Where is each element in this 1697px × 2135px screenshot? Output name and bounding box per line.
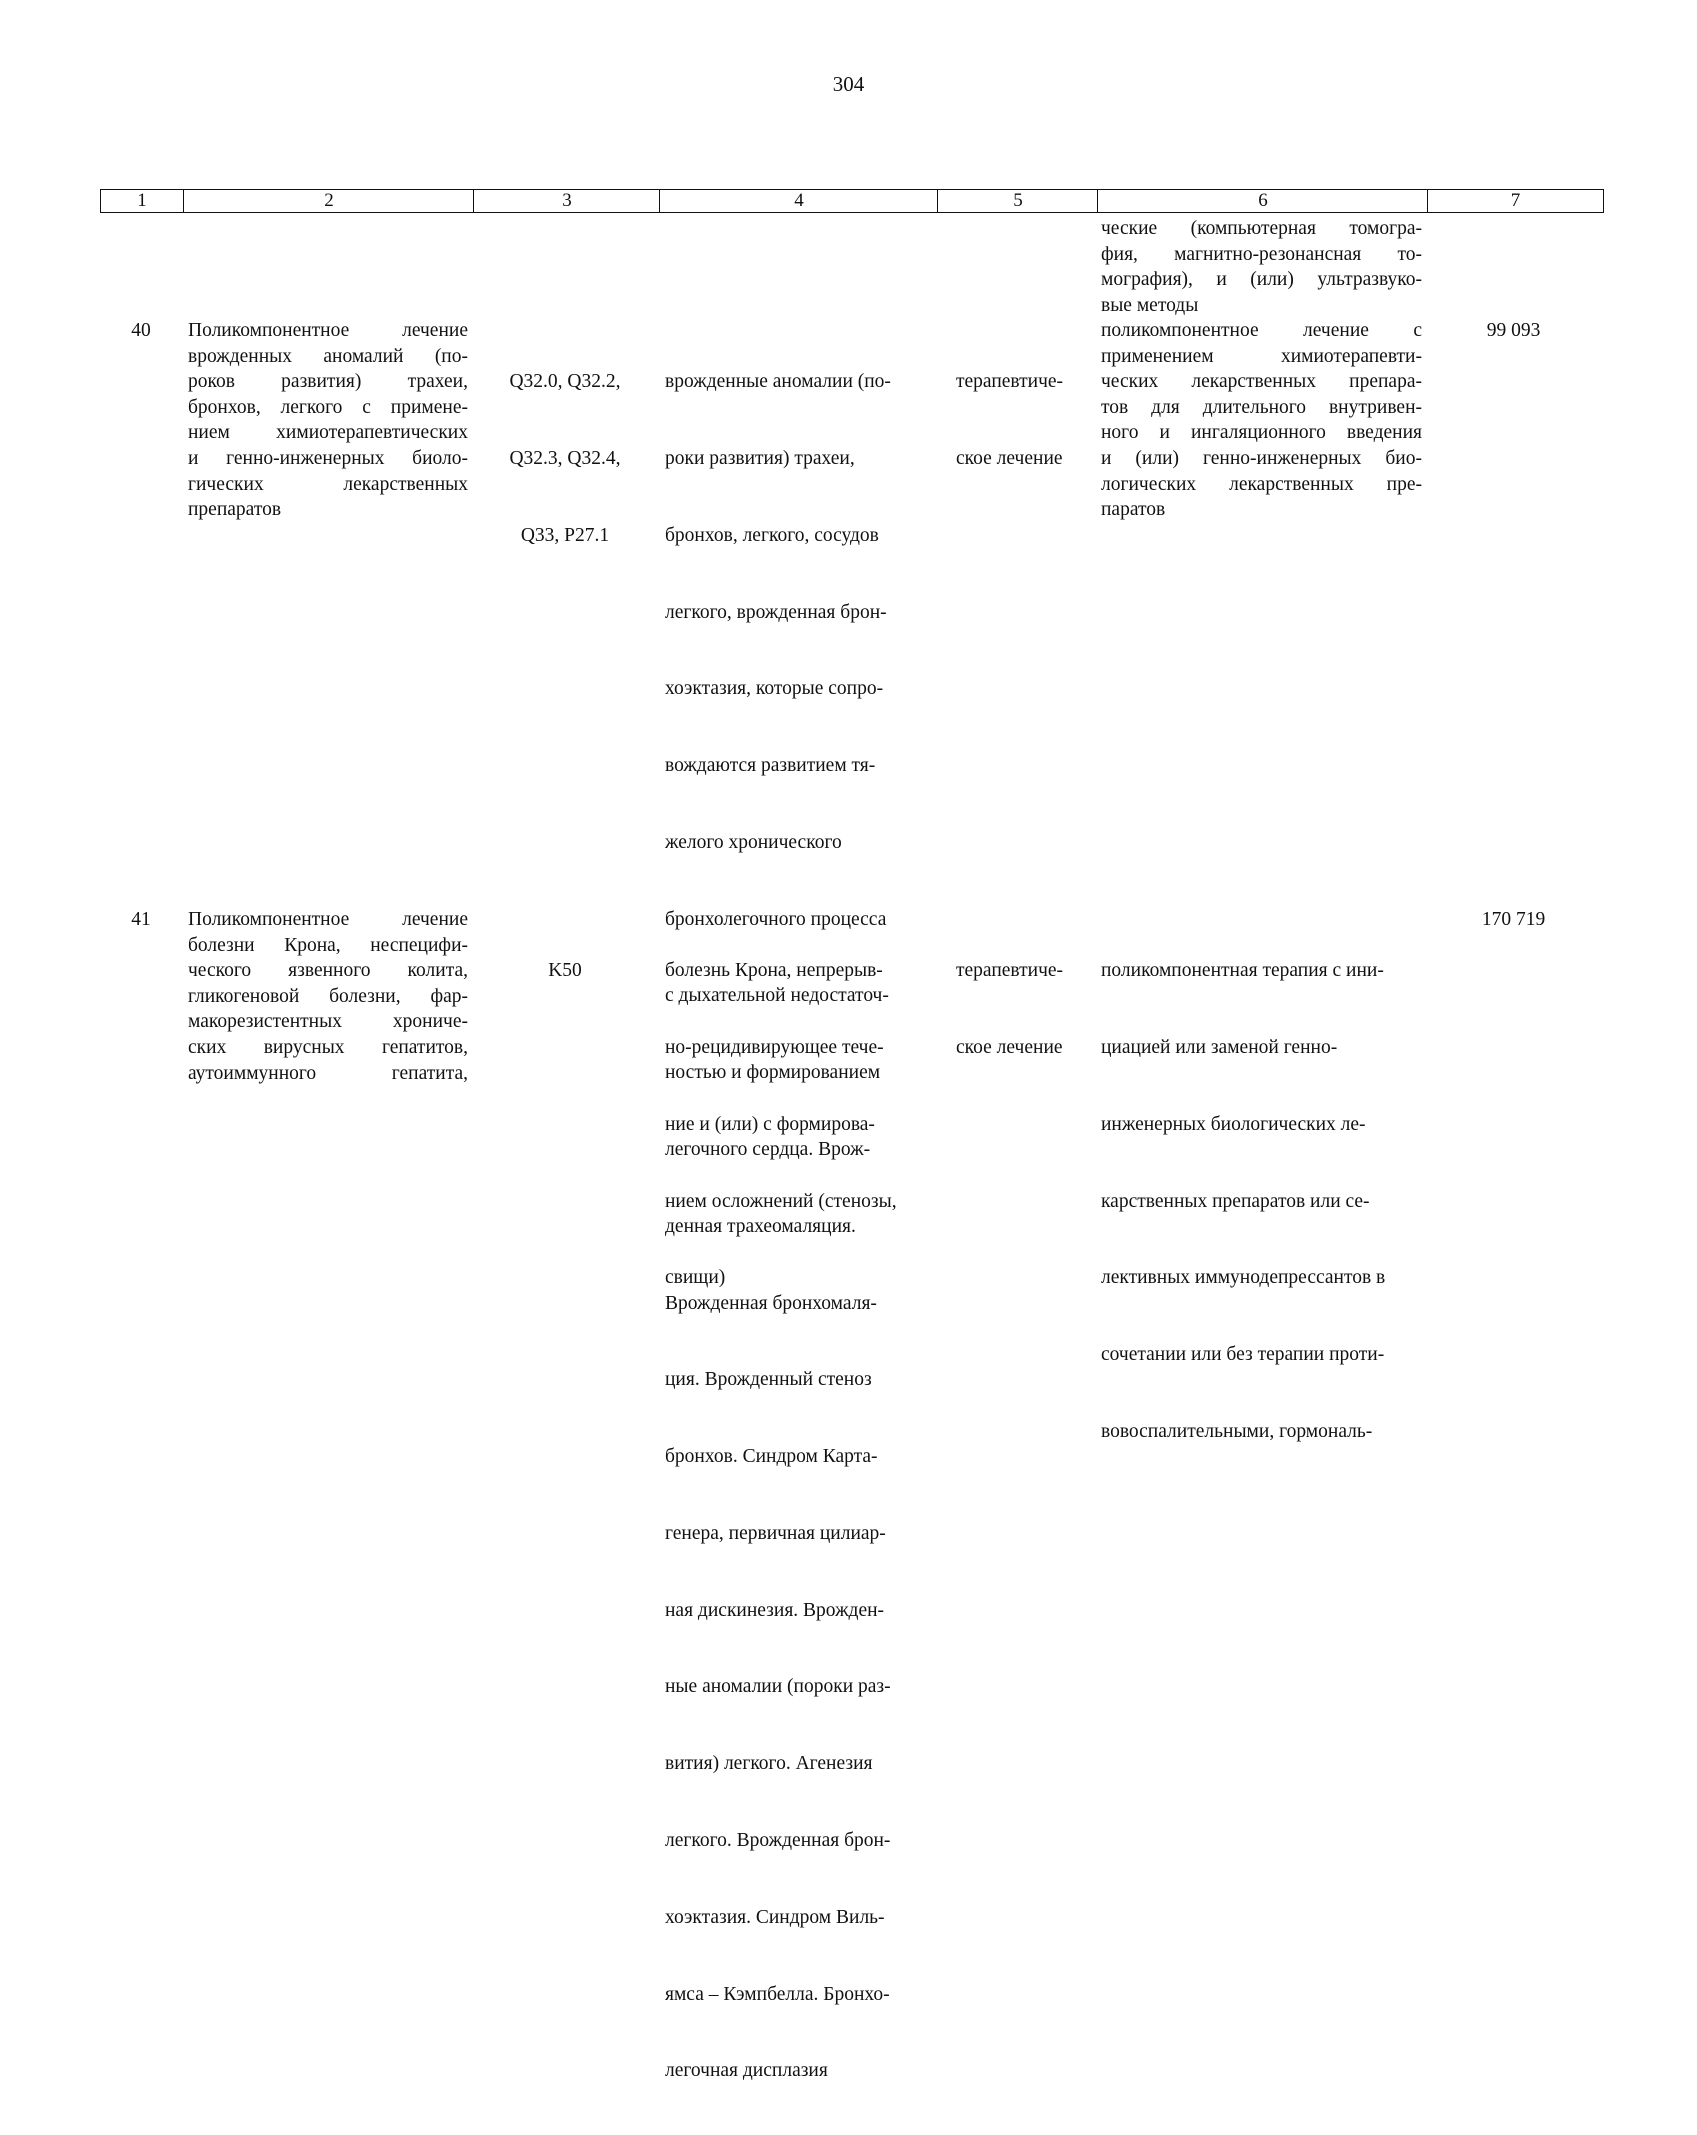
row-codes (472, 907, 658, 1035)
row-treatment-line: ское лечение (956, 447, 1063, 469)
continuation-method-line: вые методы (1101, 294, 1199, 316)
row-model-line: ция. Врожденный стеноз (665, 1369, 872, 1391)
row-cost: 99 093 (1486, 320, 1541, 341)
row-model-line: бронхов. Синдром Карта- (665, 1446, 878, 1468)
row-model-line: денная трахеомаляция. (665, 1215, 856, 1237)
row-model-line: генера, первичная цилиар- (665, 1522, 886, 1544)
row-codes-line: Q32.3, Q32.4, (509, 447, 621, 469)
row-name-line: препаратов (188, 499, 282, 521)
row-name (188, 318, 468, 523)
row-name-line: ческого язвенного колита, (188, 960, 468, 982)
row-model-line: нием осложнений (стенозы, (665, 1190, 897, 1212)
row-model-line: болезнь Крона, непрерыв- (665, 960, 883, 982)
row-method (1101, 318, 1422, 523)
row-model-line: роки развития) трахеи, (665, 447, 855, 469)
row-name-line: Поликомпонентное лечение (188, 909, 468, 930)
row-number: 41 (131, 909, 151, 930)
row-codes-line: Q33, P27.1 (520, 524, 610, 546)
row-model-line: легкого, врожденная брон- (665, 601, 887, 623)
row-model-line: свищи) (665, 1267, 726, 1289)
row-model-line: хоэктазия, которые сопро- (665, 678, 884, 700)
row-treatment-line: терапевтиче- (956, 371, 1064, 393)
row-number: 40 (131, 320, 151, 341)
row-method-line: логических лекарственных пре- (1101, 473, 1422, 495)
row-name-line: врожденных аномалий (по- (188, 345, 468, 367)
row-method-line: поликомпонентное лечение с (1101, 320, 1422, 341)
continuation-method-line: мография), и (или) ультразвуко- (1101, 269, 1422, 291)
row-method-line: вовоспалительными, гормональ- (1101, 1420, 1373, 1442)
page-number: 304 (832, 72, 865, 96)
row-model-line: легкого. Врожденная брон- (665, 1830, 891, 1852)
row-codes (472, 318, 658, 600)
row-name-line: болезни Крона, неспецифи- (188, 934, 468, 956)
continuation-method-line: фия, магнитно-резонансная то- (1101, 243, 1422, 265)
row-name (188, 907, 468, 1086)
row-name-line: Поликомпонентное лечение (188, 320, 468, 341)
row-name-line: бронхов, легкого с примене- (188, 396, 468, 418)
row-model-line: с дыхательной недостаточ- (665, 985, 889, 1007)
row-method (1101, 907, 1422, 1496)
row-model-line: бронхолегочного процесса (665, 908, 887, 930)
header-col-5: 5 (937, 190, 1098, 212)
table-header-row (100, 189, 1604, 213)
row-model-line: желого хронического (665, 831, 842, 853)
row-model-line: ные аномалии (пороки раз- (665, 1676, 891, 1698)
row-model-line: легочная дисплазия (665, 2060, 828, 2082)
header-col-2: 2 (183, 190, 474, 212)
row-treatment (956, 318, 1096, 523)
header-col-7: 7 (1427, 190, 1603, 212)
continuation-method-line: ческие (компьютерная томогра- (1101, 218, 1422, 239)
row-model-line: ямса – Кэмпбелла. Бронхо- (665, 1983, 890, 2005)
row-treatment (956, 907, 1096, 1112)
row-method-line: поликомпонентная терапия с ини- (1101, 960, 1384, 982)
row-model-line: бронхов, легкого, сосудов (665, 524, 879, 546)
header-col-4: 4 (659, 190, 938, 212)
row-name-line: и генно-инженерных биоло- (188, 447, 468, 469)
row-model-line: ная дискинезия. Врожден- (665, 1599, 885, 1621)
row-method-line: инженерных биологических ле- (1101, 1113, 1366, 1135)
row-model-line: вития) легкого. Агенезия (665, 1753, 873, 1775)
row-method-line: ческих лекарственных препара- (1101, 371, 1422, 393)
row-model-line: врожденные аномалии (по- (665, 371, 891, 393)
row-method-line: ного и ингаляционного введения (1101, 422, 1422, 444)
row-name-line: роков развития) трахеи, (188, 371, 468, 393)
row-model (665, 907, 933, 1342)
header-col-1: 1 (137, 190, 147, 211)
header-col-6: 6 (1097, 190, 1428, 212)
row-name-line: аутоиммунного гепатита, (188, 1062, 468, 1084)
row-method-line: лективных иммунодепрессантов в (1101, 1267, 1386, 1289)
row-model-line: вождаются развитием тя- (665, 755, 876, 777)
row-method-line: циацией или заменой генно- (1101, 1036, 1338, 1058)
row-model-line: хоэктазия. Синдром Виль- (665, 1906, 885, 1928)
continuation-method (1101, 216, 1422, 318)
row-codes-line: Q32.0, Q32.2, (509, 371, 621, 393)
row-model-line: ностью и формированием (665, 1062, 881, 1084)
row-model-line: Врожденная бронхомаля- (665, 1292, 877, 1314)
row-name-line: макорезистентных хрониче- (188, 1011, 468, 1033)
row-codes-line: K50 (548, 960, 582, 982)
row-method-line: сочетании или без терапии проти- (1101, 1344, 1385, 1366)
row-treatment-line: ское лечение (956, 1036, 1063, 1058)
row-method-line: применением химиотерапевти- (1101, 345, 1422, 367)
row-method-line: и (или) генно-инженерных био- (1101, 447, 1422, 469)
header-col-3: 3 (473, 190, 660, 212)
row-method-line: паратов (1101, 499, 1166, 521)
row-name-line: нием химиотерапевтических (188, 422, 468, 444)
row-cost: 170 719 (1481, 909, 1546, 930)
row-model-line: но-рецидивирующее тече- (665, 1036, 884, 1058)
row-name-line: ских вирусных гепатитов, (188, 1036, 468, 1058)
row-name-line: гликогеновой болезни, фар- (188, 985, 468, 1007)
row-name-line: гических лекарственных (188, 473, 468, 495)
row-model-line: легочного сердца. Врож- (665, 1139, 871, 1160)
row-treatment-line: терапевтиче- (956, 960, 1064, 982)
row-method-line: тов для длительного внутривен- (1101, 396, 1422, 418)
row-model-line: ние и (или) с формирова- (665, 1113, 875, 1135)
row-method-line: карственных препаратов или се- (1101, 1190, 1370, 1212)
